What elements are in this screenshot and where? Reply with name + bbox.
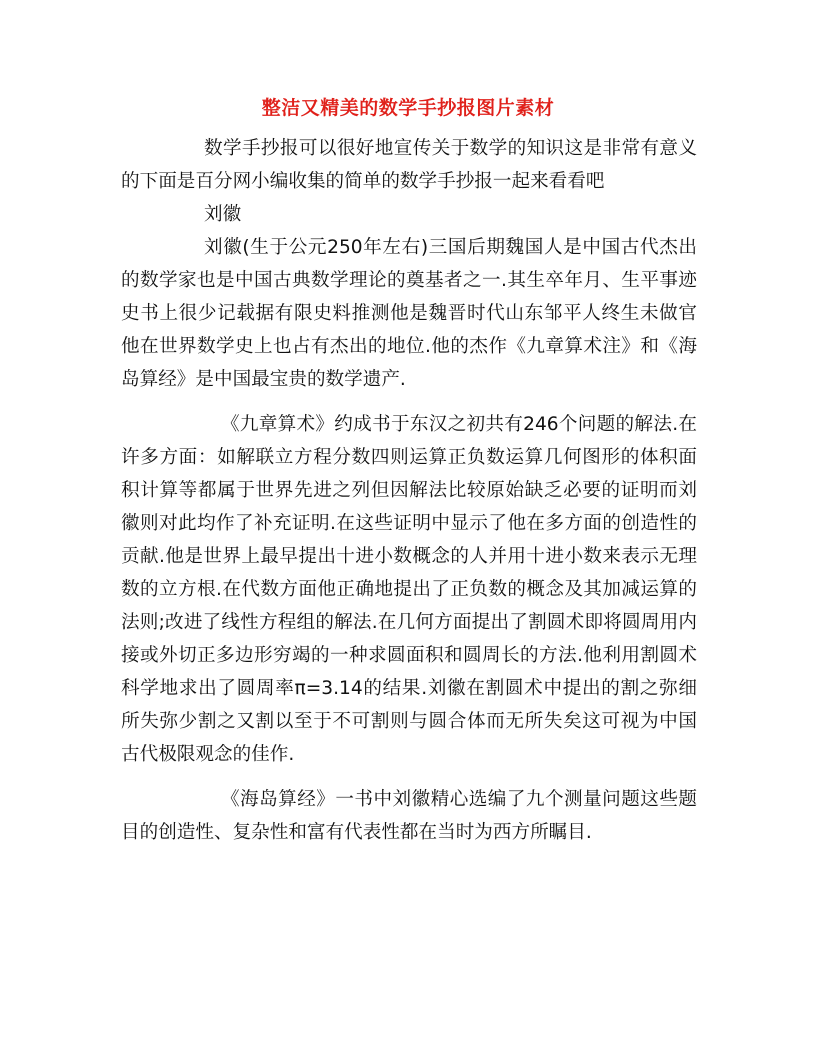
intro-paragraph: 数学手抄报可以很好地宣传关于数学的知识这是非常有意义的下面是百分网小编收集的简单的数学手抄报一起来看看吧	[121, 138, 697, 192]
jiuzhang-suanshu-paragraph: 《九章算术》约成书于东汉之初共有246个问题的解法.在许多方面：如解联立方程分数四则运算正负数运算几何图形的体积面积计算等都属于世界先进之列但因解法比较原始缺乏必要的证明而刘徽则对此均作了补充证明.在这些证明中显示了他在多方面的创造性的贡献.他是世界上最早提出十进小数概念的人并用十进小数来表示无理数的立方根.在代数方面他正确地提出了正负数的概念及其加减运算的法则;改进了线性方程组的解法.在几何方面提出了割圆术即将圆周用内接或外切正多边形穷竭的一种求圆面积和圆周长的方法.他利用割圆术科学地求出了圆周率π=3.14的结果.刘徽在割圆术中提出的割之弥细所失弥少割之又割以至于不可割则与圆合体而无所失矣这可视为中国古代极限观念的佳作.	[121, 414, 697, 765]
liu-hui-biography-paragraph: 刘徽(生于公元250年左右)三国后期魏国人是中国古代杰出的数学家也是中国古典数学理论的奠基者之一.其生卒年月、生平事迹史书上很少记载据有限史料推测他是魏晋时代山东邹平人终生未做官他在世界数学史上也占有杰出的地位.他的杰作《九章算术注》和《海岛算经》是中国最宝贵的数学遗产.	[121, 237, 697, 390]
document-title: 整洁又精美的数学手抄报图片素材	[261, 97, 555, 119]
document-body	[121, 132, 697, 849]
section-heading-liu-hui: 刘徽	[204, 204, 242, 225]
haidao-suanjing-paragraph: 《海岛算经》一书中刘徽精心选编了九个测量问题这些题目的创造性、复杂性和富有代表性都在当时为西方所瞩目.	[121, 789, 697, 843]
